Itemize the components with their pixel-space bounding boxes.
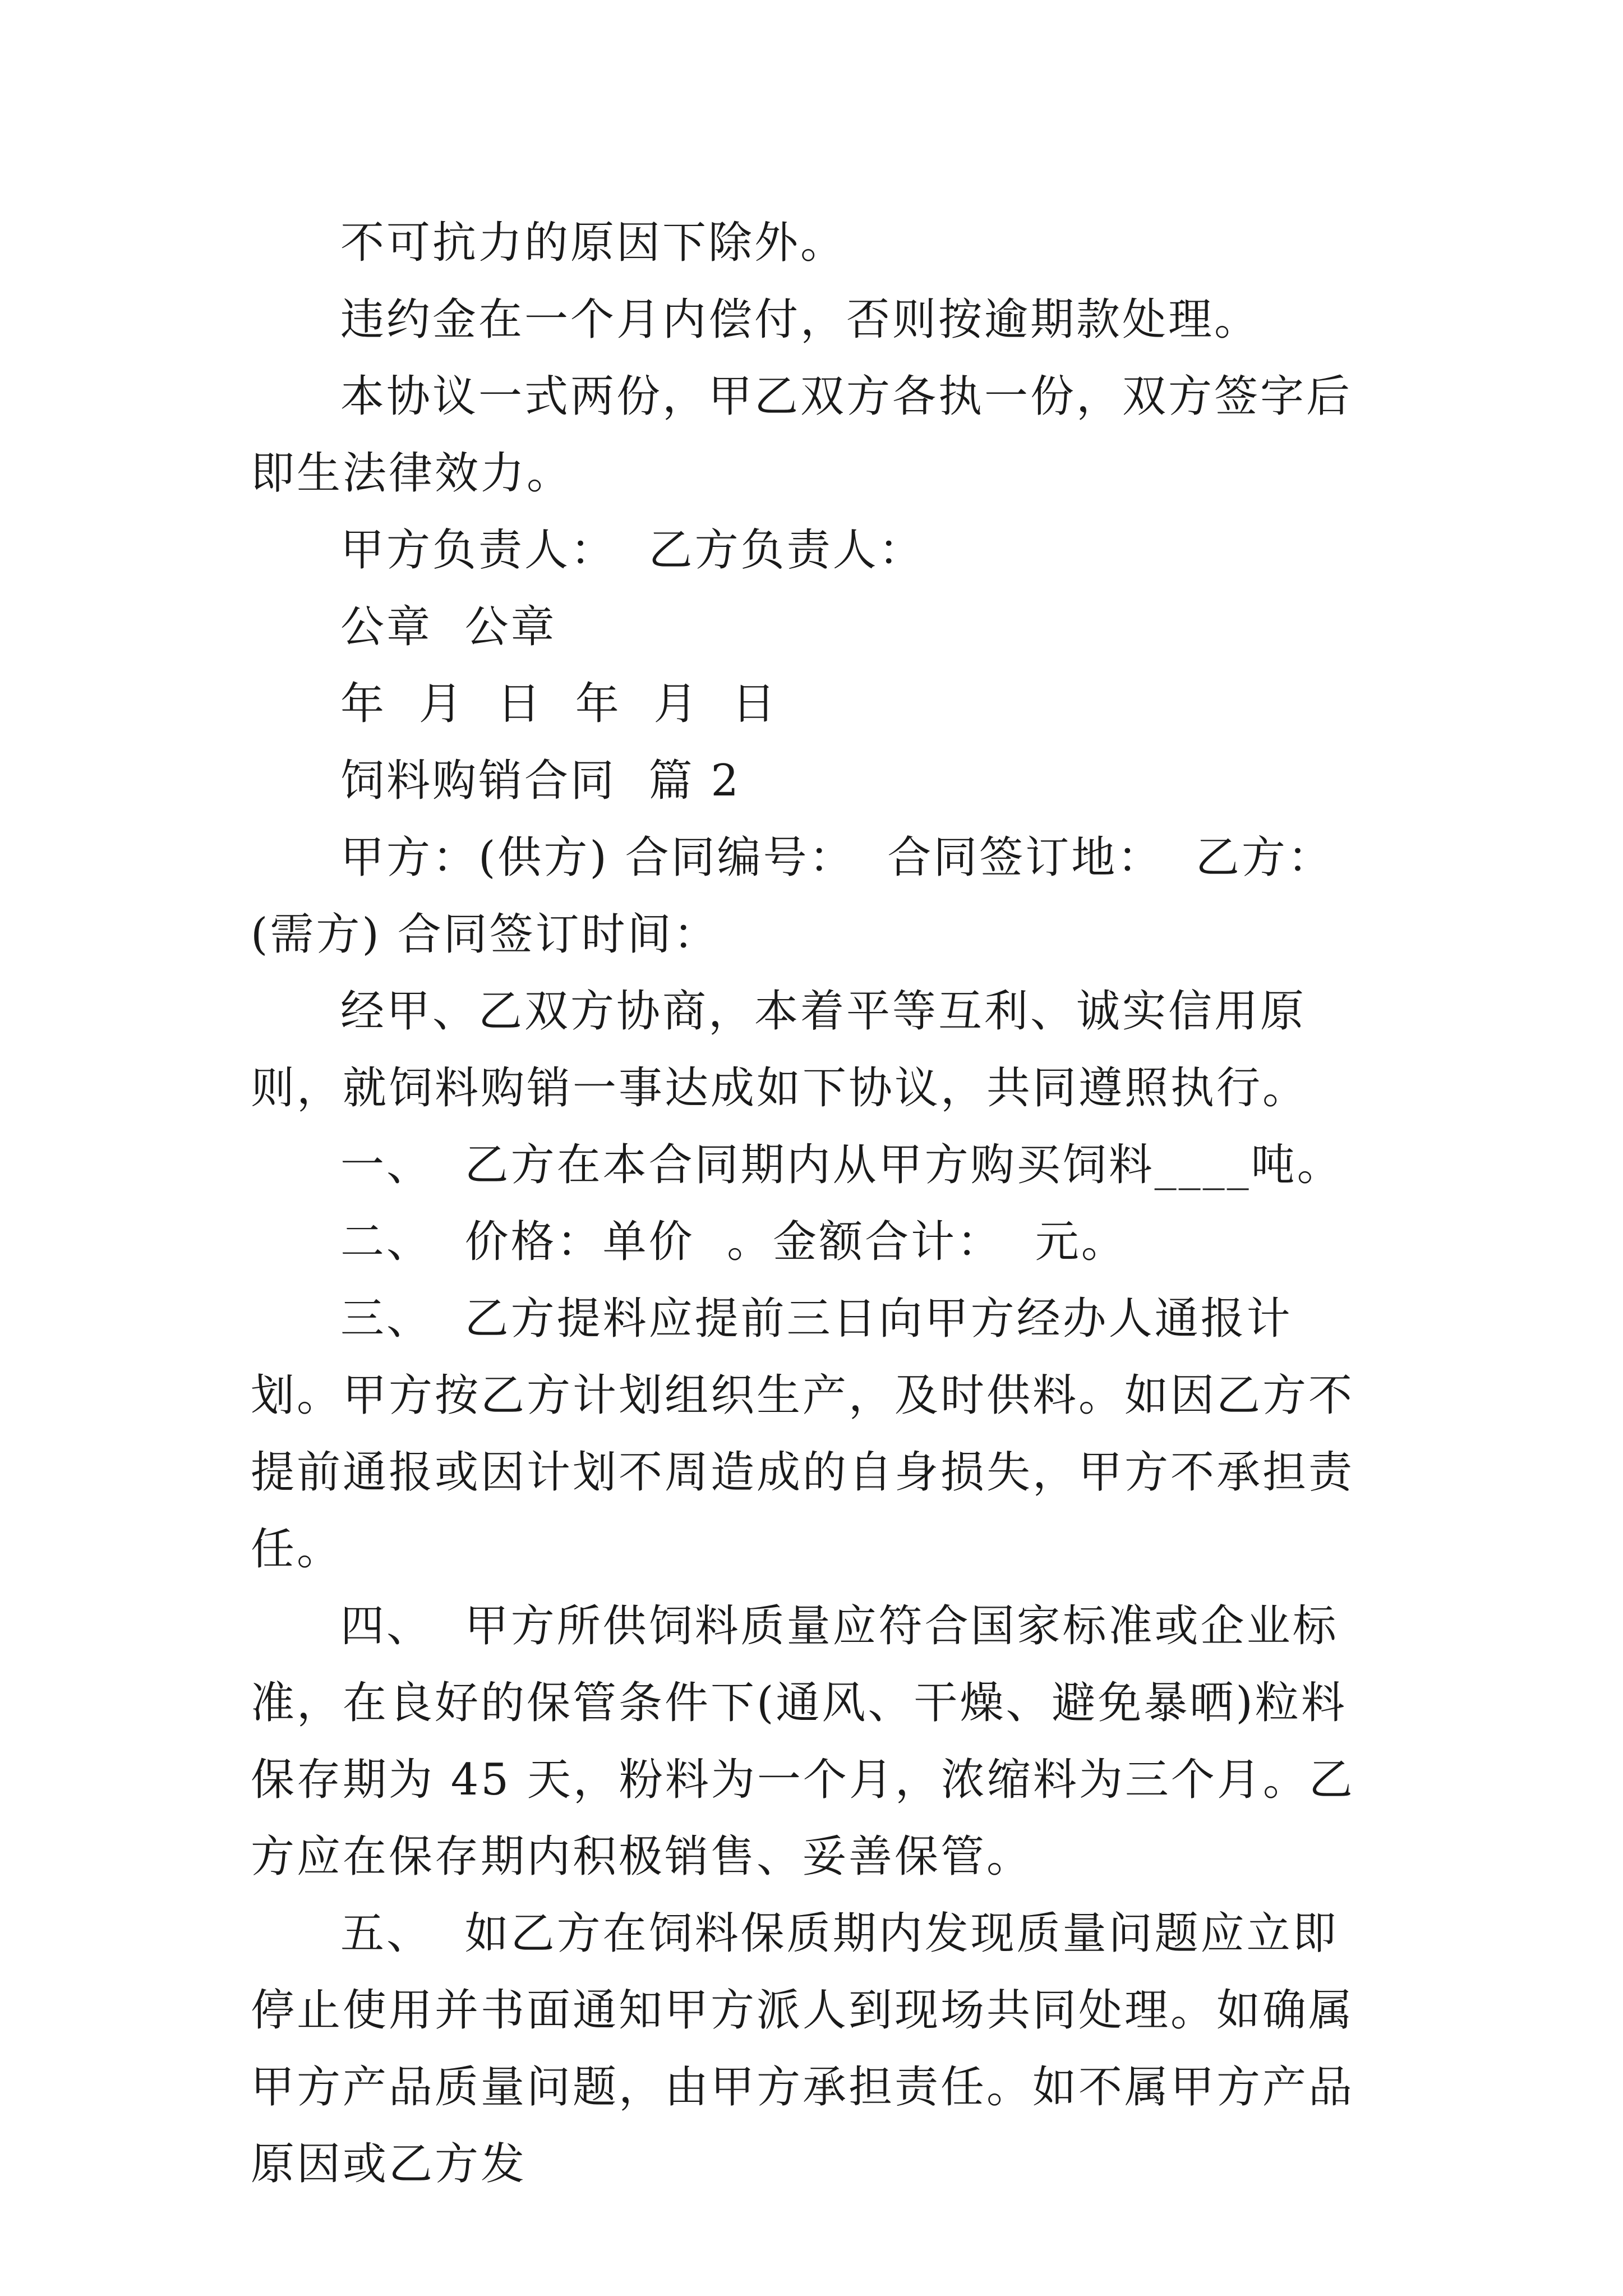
paragraph-penalty-payment: 违约金在一个月内偿付，否则按逾期款处理。 (340, 295, 1261, 345)
paragraph-force-majeure: 不可抗力的原因下除外。 (340, 218, 847, 268)
contract-body (251, 205, 1380, 2203)
clause-5: 五、 如乙方在饲料保质期内发现质量问题应立即停止使用并书面通知甲方派人到现场共同处理。如确属甲方产品质量问题，由甲方承担责任。如不属甲方产品原因或乙方发 (251, 1908, 1355, 2189)
paragraph-copies-effect: 本协议一式两份，甲乙双方各执一份，双方签字后即生法律效力。 (251, 371, 1353, 499)
section-title: 饲料购销合同 篇 2 (340, 756, 741, 806)
paragraph-dates: 年 月 日 年 月 日 (340, 679, 778, 729)
paragraph-official-seals: 公章 公章 (340, 602, 557, 652)
paragraph-parties: 甲方：(供方) 合同编号： 合同签订地： 乙方：(需方) 合同签订时间： (251, 832, 1334, 960)
paragraph-signatories: 甲方负责人： 乙方负责人： (340, 525, 925, 576)
clause-2: 二、 价格：单价 。金额合计： 元。 (340, 1217, 1127, 1267)
clause-3: 三、 乙方提料应提前三日向甲方经办人通报计划。甲方按乙方计划组织生产，及时供料。如因乙方不提前通报或因计划不周造成的自身损失，甲方不承担责任。 (251, 1294, 1355, 1575)
paragraph-preamble: 经甲、乙双方协商，本着平等互利、诚实信用原则，就饲料购销一事达成如下协议，共同遵照执行。 (251, 986, 1309, 1114)
clause-4: 四、 甲方所供饲料质量应符合国家标准或企业标准，在良好的保管条件下(通风、干燥、避免暴晒)粒料保存期为 45 天，粉料为一个月，浓缩料为三个月。乙方应在保存期内积极销售、妥善保管。 (251, 1601, 1355, 1882)
clause-1: 一、 乙方在本合同期内从甲方购买饲料____吨。 (340, 1140, 1343, 1190)
